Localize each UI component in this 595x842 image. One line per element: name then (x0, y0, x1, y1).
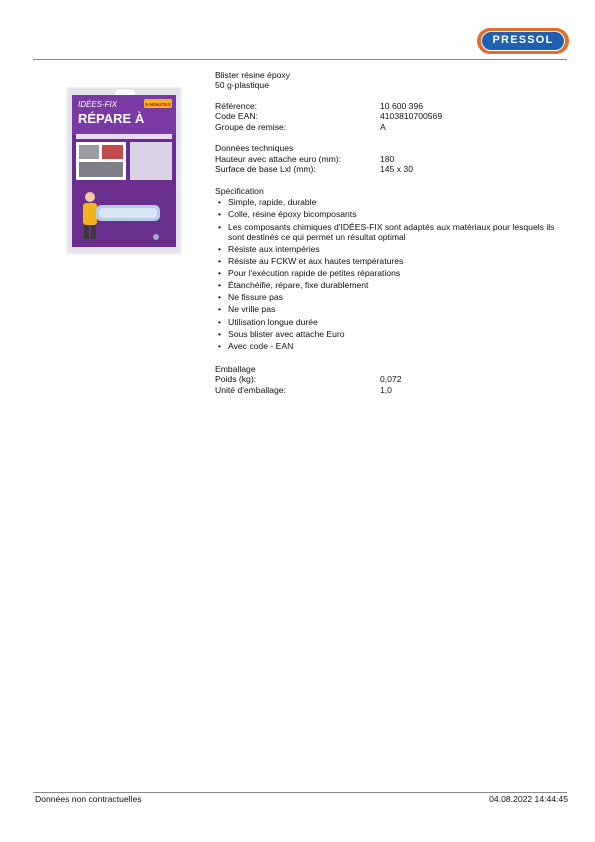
product-photo (66, 87, 182, 255)
list-item: • Simple, rapide, durable (218, 197, 317, 208)
packaging-value: 0,072 (380, 374, 402, 385)
bullet-icon: • (218, 340, 222, 351)
list-item: • Ne fissure pas (218, 292, 283, 303)
list-item: • Avec code - EAN (218, 340, 294, 351)
identifier-label: Code EAN: (215, 111, 258, 122)
footer-divider (33, 792, 567, 793)
bullet-icon: • (218, 304, 222, 315)
technical-row (215, 164, 565, 174)
packaging-heading: Emballage (215, 363, 256, 374)
bullet-icon: • (218, 280, 222, 291)
product-subtitle: 50 g-plastique (215, 80, 269, 91)
specification-list (215, 197, 565, 351)
package-headline: RÉPARE À (78, 111, 145, 126)
packaging-label: Poids (kg): (215, 374, 257, 385)
list-item: • Sous blister avec attache Euro (218, 328, 345, 339)
bullet-icon: • (218, 292, 222, 303)
packaging-row (215, 385, 565, 395)
technical-label: Hauteur avec attache euro (mm): (215, 153, 342, 164)
bullet-icon: • (218, 268, 222, 279)
list-item: • Pour l'exécution rapide de petites réparations (218, 268, 401, 279)
identifier-label: Référence: (215, 100, 258, 111)
list-item: • Ne vrille pas (218, 304, 276, 315)
bullet-icon: • (218, 256, 222, 267)
list-item: • Colle, résine époxy bicomposants (218, 209, 357, 220)
pressol-logo (477, 28, 569, 54)
specification-heading: Spécification (215, 185, 264, 196)
identifier-value: 4103810700569 (380, 111, 443, 122)
product-title: Blister résine époxy (215, 70, 290, 80)
identifier-label: Groupe de remise: (215, 121, 287, 132)
technical-value: 145 x 30 (380, 164, 413, 175)
header-divider (33, 59, 567, 60)
list-item: • Utilisation longue durée (218, 316, 318, 327)
packaging-label: Unité d'emballage: (215, 384, 286, 395)
package-badge: 5 MINUTES (145, 103, 171, 108)
bullet-icon: • (218, 328, 222, 339)
technical-row (215, 154, 565, 164)
bullet-icon: • (218, 197, 222, 208)
list-item: • Étanchéifie, répare, fixe durablement (218, 280, 369, 291)
bullet-icon: • (218, 221, 222, 232)
logo-text: PRESSOL (481, 31, 565, 51)
packaging-row (215, 374, 565, 384)
identifier-row (215, 101, 565, 111)
list-item: • Résiste aux intempéries (218, 244, 320, 255)
technical-heading: Données techniques (215, 143, 294, 154)
footer-disclaimer: Données non contractuelles (35, 794, 142, 804)
bullet-icon: • (218, 316, 222, 327)
identifier-value: 10 600 396 (380, 100, 424, 111)
identifier-value: A (380, 121, 386, 132)
packaging-value: 1,0 (380, 384, 392, 395)
bullet-icon: • (218, 209, 222, 220)
list-item: • Résiste au FCKW et aux hautes températures (218, 256, 404, 267)
package-brand-text: IDÉES-FIX (78, 100, 118, 109)
list-item: • Les composants chimiques d'IDÉES-FIX sont adaptés aux matériaux pour lesquels ils sont destinés ce qui permet un résultat optimal (218, 221, 555, 242)
product-details (215, 70, 565, 395)
identifier-row (215, 111, 565, 121)
technical-value: 180 (380, 153, 395, 164)
identifier-row (215, 122, 565, 132)
technical-label: Surface de base Lxl (mm): (215, 164, 316, 175)
bullet-icon: • (218, 244, 222, 255)
footer-timestamp: 04.08.2022 14:44:45 (489, 794, 568, 804)
